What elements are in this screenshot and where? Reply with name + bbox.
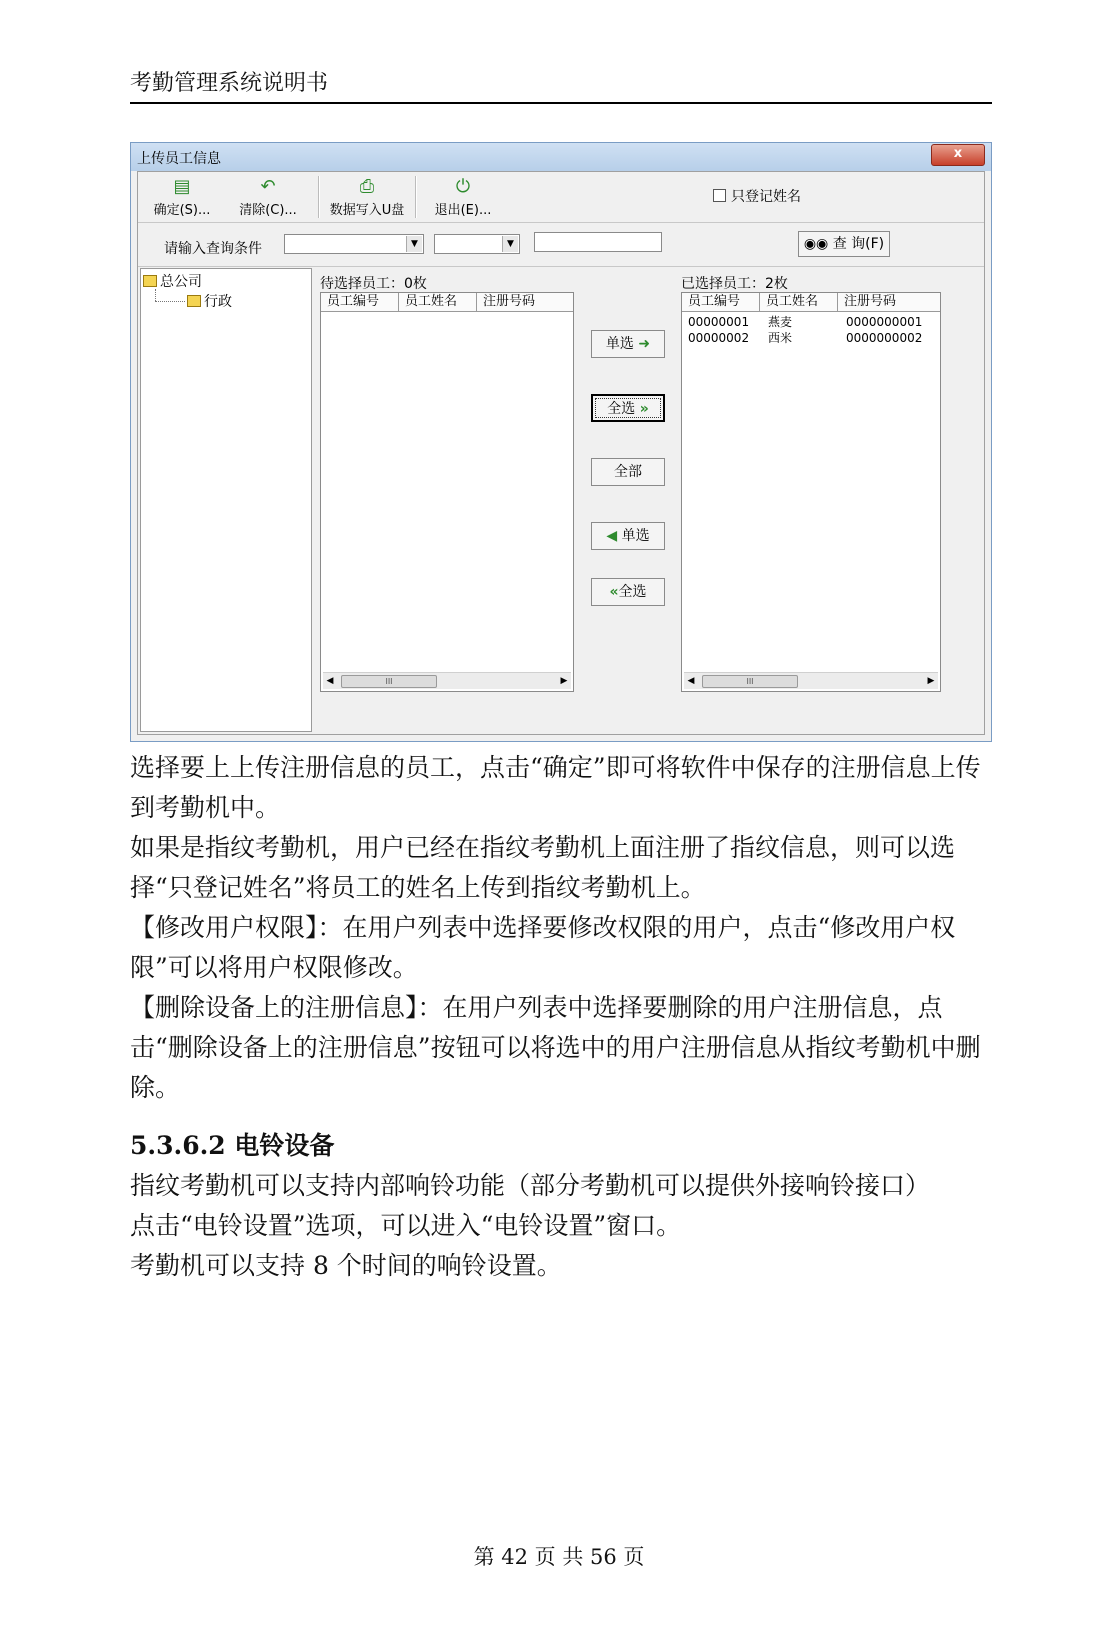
column-header[interactable]: 员工姓名	[399, 293, 477, 311]
arrow-right-icon: ➜	[638, 336, 651, 352]
scroll-right-icon[interactable]: ▶	[927, 676, 935, 686]
arrow-left-icon: ◀	[606, 528, 618, 544]
chevron-down-icon[interactable]: ▼	[406, 236, 422, 252]
exit-button[interactable]	[430, 174, 496, 220]
query-value-input[interactable]	[534, 232, 662, 252]
clear-button[interactable]	[236, 174, 300, 220]
tree-connector	[155, 289, 156, 301]
close-button[interactable]: x	[931, 144, 985, 166]
only-name-checkbox[interactable]	[713, 186, 801, 206]
pending-employee-list[interactable]	[320, 292, 574, 692]
column-header[interactable]: 员工姓名	[760, 293, 838, 311]
confirm-button[interactable]	[150, 174, 214, 220]
horizontal-scrollbar[interactable]	[323, 672, 571, 689]
paragraph: 如果是指纹考勤机，用户已经在指纹考勤机上面注册了指纹信息，则可以选择“只登记姓名”将员工的姓名上传到指纹考勤机上。	[130, 833, 956, 902]
tree-node-child[interactable]	[187, 291, 232, 311]
body-text-2	[130, 1166, 1000, 1286]
all-button[interactable]	[591, 458, 665, 486]
toolbar-separator	[415, 176, 417, 218]
select-single-label: 单选	[605, 336, 634, 352]
deselect-all-label: 全选	[618, 584, 647, 600]
paragraph: 考勤机可以支持 8 个时间的响铃设置。	[130, 1251, 562, 1280]
scroll-left-icon[interactable]: ◀	[326, 676, 334, 686]
scroll-thumb[interactable]: III	[341, 675, 437, 688]
selected-list-header	[682, 293, 940, 312]
dialog-titlebar	[131, 143, 991, 171]
pending-list-header	[321, 293, 573, 312]
all-label: 全部	[614, 464, 642, 480]
column-header[interactable]: 员工编号	[321, 293, 399, 311]
write-usb-label: 数据写入U盘	[329, 203, 405, 218]
write-usb-button[interactable]	[322, 174, 412, 220]
dialog-title: 上传员工信息	[137, 151, 221, 167]
registration-number-cell: 0000000002	[846, 331, 923, 345]
body-text	[130, 748, 1000, 1108]
paragraph: 指纹考勤机可以支持内部响铃功能（部分考勤机可以提供外接响铃接口）	[130, 1171, 931, 1200]
section-heading: 5.3.6.2 电铃设备	[130, 1131, 335, 1160]
binoculars-icon: ◉◉	[803, 236, 829, 252]
folder-icon	[187, 295, 201, 307]
undo-icon: ↶	[260, 176, 276, 197]
query-field-select[interactable]	[284, 234, 424, 254]
query-button[interactable]	[798, 231, 890, 257]
select-all-button[interactable]	[591, 394, 665, 422]
pending-label: 待选择员工：0枚	[320, 276, 427, 292]
deselect-all-button[interactable]	[591, 578, 665, 606]
selected-employee-list[interactable]	[681, 292, 941, 692]
toolbar	[138, 172, 984, 223]
page-footer: 第 42 页 共 56 页	[473, 1545, 645, 1569]
query-button-label: 查 询(F)	[832, 236, 885, 252]
save-icon: ▤	[173, 176, 191, 197]
registration-number-cell: 0000000001	[846, 315, 923, 329]
document-title: 考勤管理系统说明书	[130, 71, 329, 96]
toolbar-separator	[318, 176, 320, 218]
chevron-down-icon[interactable]: ▼	[502, 236, 518, 252]
tree-root-label: 总公司	[160, 274, 202, 290]
confirm-label: 确定(S)...	[153, 203, 211, 218]
paragraph: 选择要上上传注册信息的员工，点击“确定”即可将软件中保存的注册信息上传到考勤机中。	[130, 753, 981, 822]
clear-label: 清除(C)...	[239, 203, 297, 218]
department-tree	[140, 268, 312, 732]
scroll-left-icon[interactable]: ◀	[687, 676, 695, 686]
folder-icon	[143, 275, 157, 287]
employee-name-cell: 燕麦	[768, 315, 793, 329]
scroll-thumb[interactable]: III	[702, 675, 798, 688]
scroll-right-icon[interactable]: ▶	[560, 676, 568, 686]
column-header[interactable]: 注册号码	[483, 294, 536, 309]
double-arrow-left-icon: «	[609, 584, 619, 600]
selected-label: 已选择员工：2枚	[681, 276, 788, 292]
checkbox-box[interactable]	[713, 189, 726, 202]
tree-node-root[interactable]	[143, 271, 202, 291]
table-row[interactable]	[682, 331, 940, 347]
double-arrow-right-icon: »	[639, 401, 649, 417]
dialog-body	[137, 171, 985, 735]
power-icon: ⏻	[455, 176, 471, 197]
query-bar	[138, 224, 984, 267]
employee-id-cell: 00000002	[688, 331, 750, 345]
page-header	[130, 66, 992, 104]
exit-label: 退出(E)...	[434, 203, 492, 218]
employee-name-cell: 西米	[768, 331, 793, 345]
column-header[interactable]: 注册号码	[844, 294, 897, 309]
tree-connector	[155, 301, 185, 302]
employee-id-cell: 00000001	[688, 315, 750, 329]
deselect-single-label: 单选	[621, 528, 650, 544]
only-name-label: 只登记姓名	[731, 189, 801, 205]
print-icon: ⎙	[359, 176, 375, 197]
paragraph: 【修改用户权限】：在用户列表中选择要修改权限的用户，点击“修改用户权限”可以将用户权限修改。	[130, 913, 956, 982]
query-operator-select[interactable]	[434, 234, 520, 254]
column-header[interactable]: 员工编号	[682, 293, 760, 311]
paragraph: 【删除设备上的注册信息】：在用户列表中选择要删除的用户注册信息，点击“删除设备上的注册信息”按钮可以将选中的用户注册信息从指纹考勤机中删除。	[130, 993, 981, 1102]
query-label: 请输入查询条件	[164, 241, 262, 257]
select-all-label: 全选	[607, 401, 636, 417]
tree-child-label: 行政	[204, 294, 232, 310]
deselect-single-button[interactable]	[591, 522, 665, 550]
table-row[interactable]	[682, 315, 940, 331]
upload-employee-dialog	[130, 142, 992, 742]
horizontal-scrollbar[interactable]	[684, 672, 938, 689]
select-single-button[interactable]	[591, 330, 665, 358]
paragraph: 点击“电铃设置”选项，可以进入“电铃设置”窗口。	[130, 1211, 682, 1240]
